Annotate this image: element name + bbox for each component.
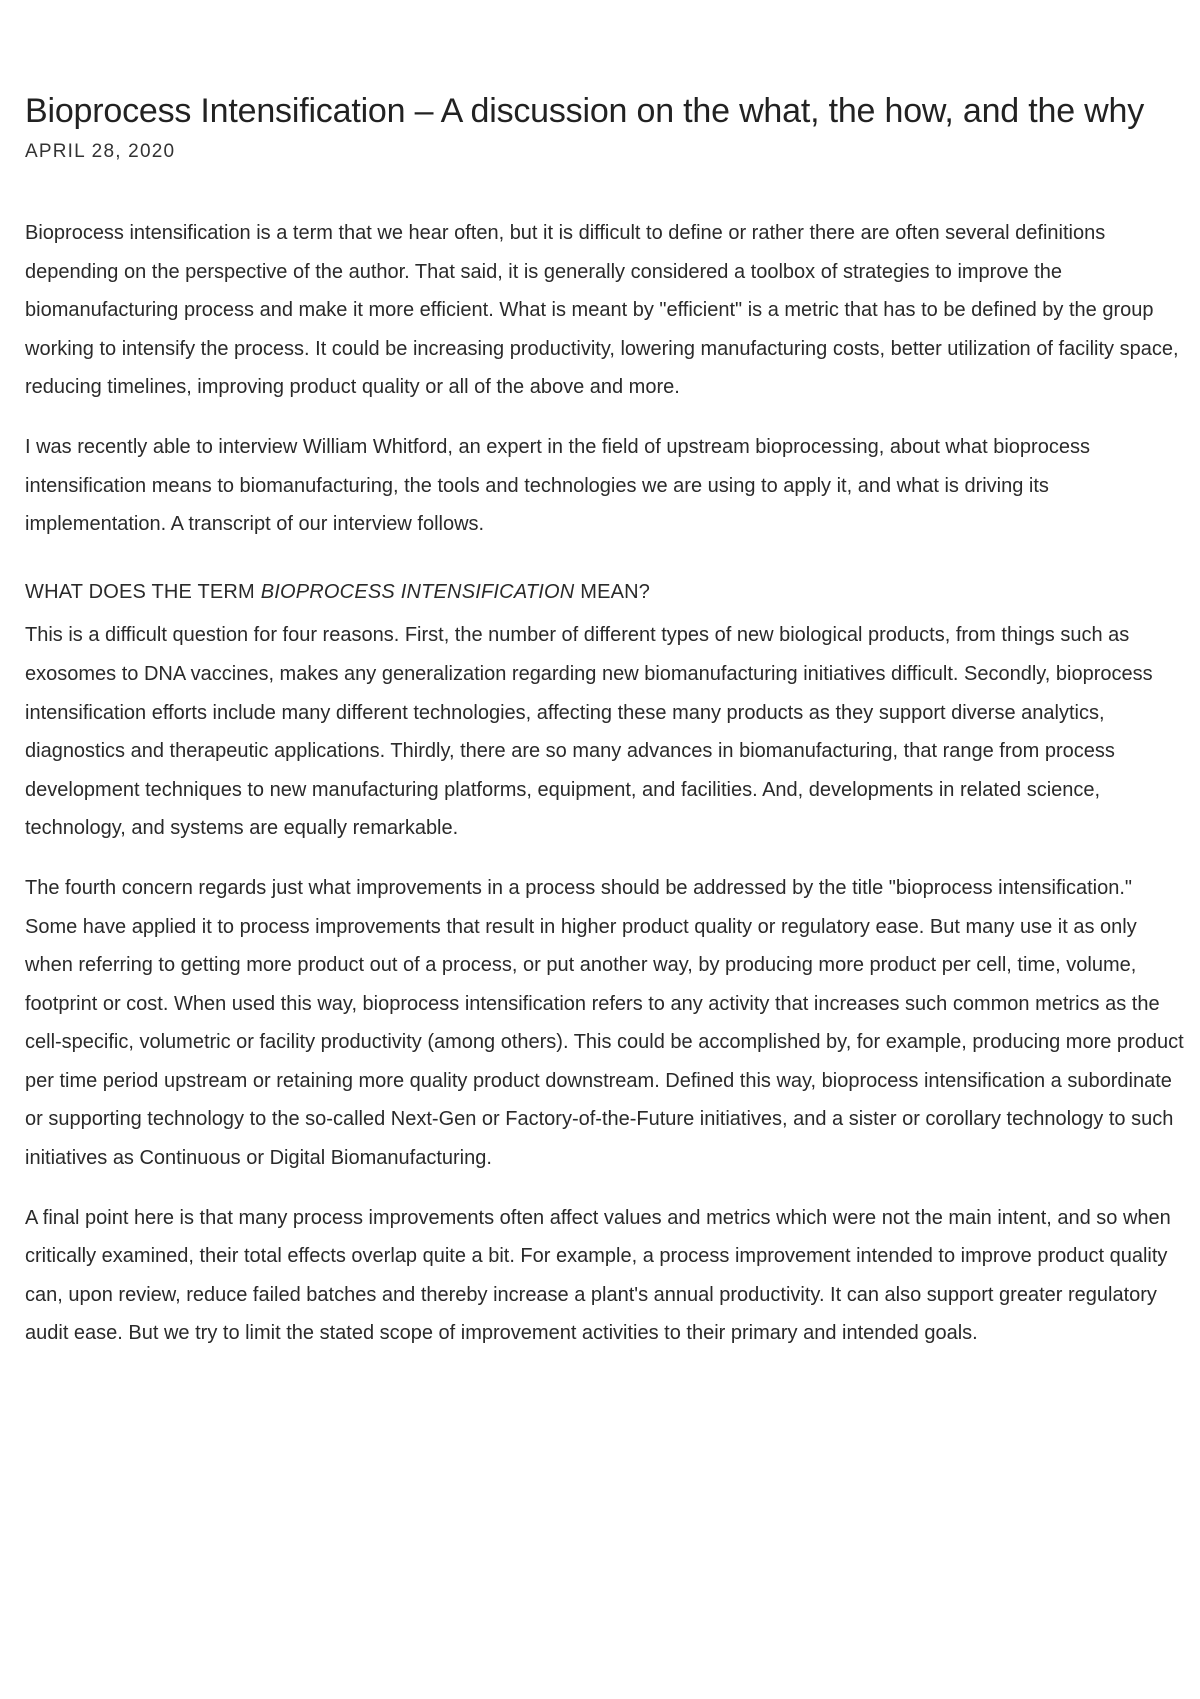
section-heading [25,565,1185,612]
publish-date: APRIL 28, 2020 [25,141,176,162]
article [25,86,1185,1374]
section-heading-before: WHAT DOES THE TERM [25,580,261,603]
answer-paragraph: This is a difficult question for four reasons. First, the number of different types of new biological products, from things such as exosomes to DNA vaccines, makes any generalization regarding new biomanufacturing initiatives difficult. Secondly, bioprocess intensification efforts include many different technologies, affecting these many products as they support diverse analytics, diagnostics and therapeutic applications. Thirdly, there are so many advances in biomanufacturing, that range from process development techniques to new manufacturing platforms, equipment, and facilities. And, developments in related science, technology, and systems are equally remarkable. [25,624,1153,840]
interview-intro-paragraph: I was recently able to interview William Whitford, an expert in the field of upstream bioprocessing, about what bioprocess intensification means to biomanufacturing, the tools and technologies we are using to apply it, and what is driving its implementation. A transcript of our interview follows. [25,435,1090,536]
answer-paragraph: A final point here is that many process improvements often affect values and metrics which were not the main intent, and so when critically examined, their total effects overlap quite a bit. For example, a process improvement intended to improve product quality can, upon review, reduce failed batches and thereby increase a plant's annual productivity. It can also support greater regulatory audit ease. But we try to limit the stated scope of improvement activities to their primary and intended goals. [25,1206,1171,1345]
article-body [25,214,1185,1353]
intro-paragraph: Bioprocess intensification is a term that we hear often, but it is difficult to define or rather there are often several definitions depending on the perspective of the author. That said, it is generally considered a toolbox of strategies to improve the biomanufacturing process and make it more efficient. What is meant by "efficient" is a metric that has to be defined by the group working to intensify the process. It could be increasing productivity, lowering manufacturing costs, better utilization of facility space, reducing timelines, improving product quality or all of the above and more. [25,222,1179,399]
section-heading-after: MEAN? [574,580,651,603]
section-heading-emphasis: BIOPROCESS INTENSIFICATION [260,580,575,603]
answer-paragraph: The fourth concern regards just what improvements in a process should be addressed by the title "bioprocess intensification." Some have applied it to process improvements that result in higher product quality or regulatory ease. But many use it as only when referring to getting more product out of a process, or put another way, by producing more product per cell, time, volume, footprint or cost. When used this way, bioprocess intensification refers to any activity that increases such common metrics as the cell-specific, volumetric or facility productivity (among others). This could be accomplished by, for example, producing more product per time period upstream or retaining more quality product downstream. Defined this way, bioprocess intensification a subordinate or supporting technology to the so-called Next-Gen or Factory-of-the-Future initiatives, and a sister or corollary technology to such initiatives as Continuous or Digital Biomanufacturing. [25,876,1184,1170]
article-title: Bioprocess Intensification – A discussion on the what, the how, and the why [25,92,1145,130]
